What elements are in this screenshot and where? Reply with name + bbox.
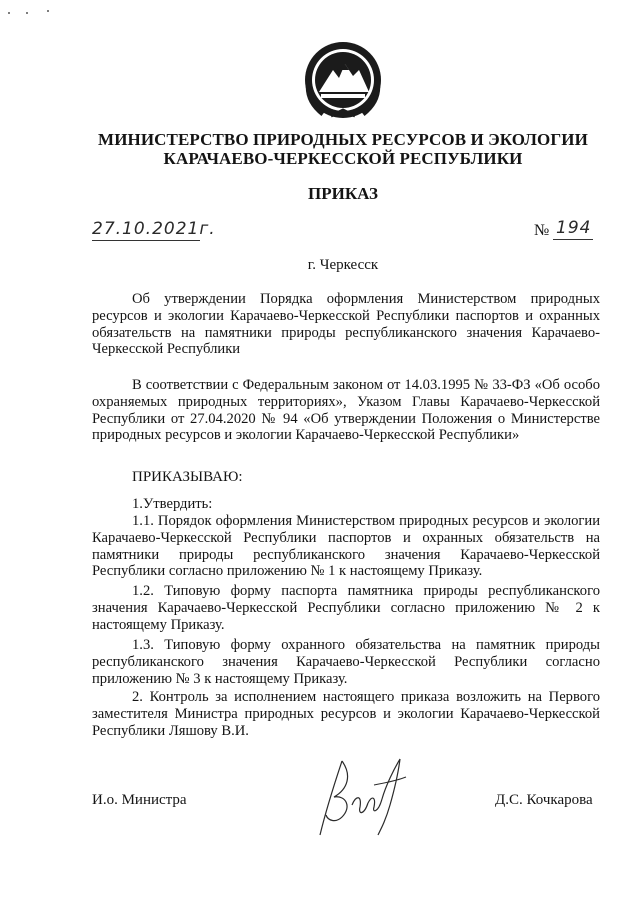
ministry-name-line2: КАРАЧАЕВО-ЧЕРКЕССКОЙ РЕСПУБЛИКИ — [163, 149, 523, 168]
item-1-1: 1.1. Порядок оформления Министерством природных ресурсов и экологии Карачаево-Черкесской Республики паспортов и охранных обязательств на памятники природы республиканского значения Карачаево-Черкесской Республики согласно приложению № 1 к настоящему Приказу. — [92, 513, 600, 580]
order-number-label: № — [534, 222, 550, 239]
signatory-name: Д.С. Кочкарова — [495, 792, 593, 808]
number-underline — [553, 239, 593, 240]
document-type-title: ПРИКАЗ — [308, 184, 378, 203]
scan-speck — [8, 12, 10, 14]
item-1-3: 1.3. Типовую форму охранного обязательства на памятник природы республиканского значения Карачаево-Черкесской Республики согласно приложению № 3 к настоящему Приказу. — [92, 637, 600, 687]
item-1: 1.Утвердить: — [132, 496, 213, 512]
scan-speck — [47, 10, 49, 12]
handwritten-date: 27.10.2021г. — [92, 219, 216, 239]
city-line: г. Черкесск — [307, 257, 379, 273]
item-2: 2. Контроль за исполнением настоящего приказа возложить на Первого заместителя Министра природных ресурсов и экологии Карачаево-Черкесской Республики Ляшову В.И. — [92, 689, 600, 739]
ministry-name-line1: МИНИСТЕРСТВО ПРИРОДНЫХ РЕСУРСОВ И ЭКОЛОГИИ — [98, 130, 588, 149]
signatory-position: И.о. Министра — [92, 792, 187, 808]
date-underline — [92, 240, 200, 241]
order-word: ПРИКАЗЫВАЮ: — [132, 469, 243, 485]
coat-of-arms-emblem — [303, 40, 383, 120]
handwritten-order-number: 194 — [556, 218, 592, 238]
handwritten-signature — [312, 755, 410, 840]
item-1-2: 1.2. Типовую форму паспорта памятника природы республиканского значения Карачаево-Черкесской Республики согласно приложению № 2 к настоящему Приказу. — [92, 583, 600, 633]
scan-speck — [26, 12, 28, 14]
order-subject: Об утверждении Порядка оформления Министерством природных ресурсов и экологии Карачаево-Черкесской Республики паспортов и охранных обязательств на памятники природы республиканского значения Карачаево-Черкесской Республики — [92, 291, 600, 358]
preamble-paragraph: В соответствии с Федеральным законом от 14.03.1995 № 33-ФЗ «Об особо охраняемых природных территориях», Указом Главы Карачаево-Черкесской Республики от 27.04.2020 № 94 «Об утверждении Положения о Министерстве природных ресурсов и экологии Карачаево-Черкесской Республики» — [92, 377, 600, 444]
